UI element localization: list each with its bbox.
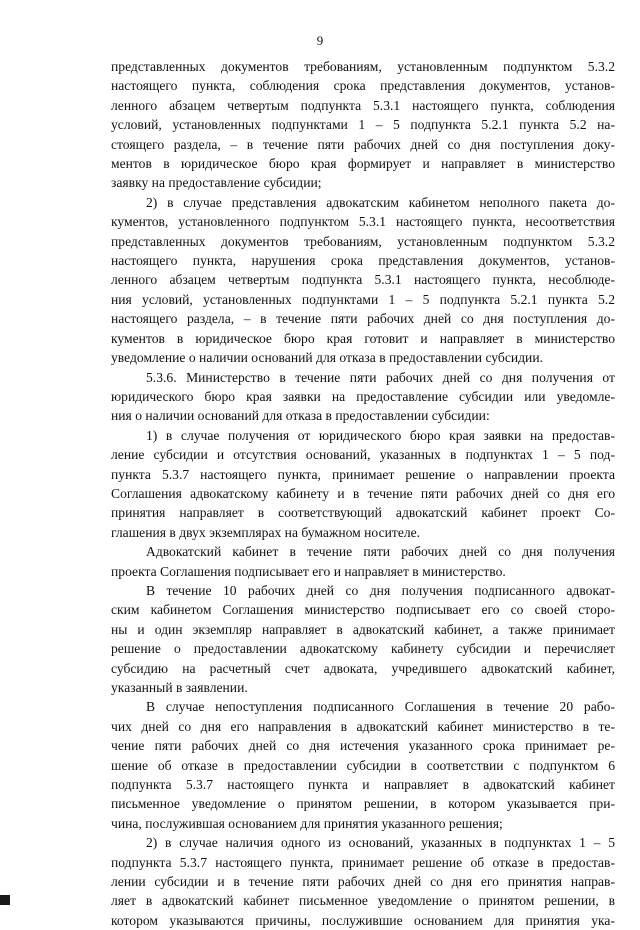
text-line: 2) в случае наличия одного из оснований, указанных в подпунктах 1 – 5 [146, 835, 615, 851]
text-line: кументов в юридическое бюро края готовит и направляет в министерство [111, 330, 615, 346]
text-line: условий, установленных подпунктами 1 – 5 подпункта 5.2.1 пункта 5.2 на- [111, 117, 615, 133]
text-line: ментов в юридическое бюро края формирует и направляет в министерство [111, 156, 615, 172]
text-line: представленных документов требованиям, установленным подпунктом 5.3.2 [111, 233, 615, 249]
text-line: подпункта 5.3.7 настоящего пункта, принимает решение об отказе в предостав- [111, 854, 615, 870]
text-line: шение об отказе в предоставлении субсидии в соответствии с подпунктом 6 [111, 757, 615, 773]
text-line: чение пяти рабочих дней со дня истечения указанного срока принимает ре- [111, 738, 615, 754]
text-line: подпункта 5.3.7 настоящего пункта и направляет в адвокатский кабинет [111, 777, 615, 793]
document-body [111, 57, 615, 930]
text-line: ленного абзацем четвертым подпункта 5.3.1 настоящего пункта, несоблюде- [111, 272, 615, 288]
text-line: Соглашения адвокатскому кабинету и в течение пяти рабочих дней со дня его [111, 485, 615, 501]
text-line: В течение 10 рабочих дней со дня получения подписанного адвокат- [146, 582, 615, 598]
text-line: ским кабинетом Соглашения министерство подписывает его со своей сторо- [111, 602, 615, 618]
text-line: ны и один экземпляр направляет в адвокатский кабинет, а также принимает [111, 621, 615, 637]
text-line: чина, послужившая основанием для принятия указанного решения; [111, 815, 503, 831]
text-line: уведомление о наличии оснований для отказа в предоставлении субсидии. [111, 350, 543, 366]
text-line: В случае непоступления подписанного Соглашения в течение 20 рабо- [146, 699, 615, 715]
text-line: ния о наличии оснований для отказа в предоставлении субсидии: [111, 408, 490, 424]
page-number: 9 [316, 33, 324, 48]
text-line: субсидию на расчетный счет адвоката, учредившего адвокатский кабинет, [111, 660, 615, 676]
text-line: указанный в заявлении. [111, 680, 248, 695]
text-line: глашения в двух экземплярах на бумажном носителе. [111, 524, 421, 540]
text-line: чих дней со дня его направления в адвокатский кабинет министерство в те- [111, 718, 615, 734]
text-line: заявку на предоставление субсидии; [111, 175, 322, 191]
text-line: проекта Соглашения подписывает его и направляет в министерство. [111, 563, 506, 579]
text-line: решение о предоставлении адвокатскому кабинету субсидии и перечисляет [111, 641, 615, 657]
text-line: ляет в адвокатский кабинет письменное уведомление о принятом решении, в [111, 893, 615, 909]
text-line: котором указываются причины, послужившие основанием для принятия ука- [111, 912, 615, 928]
text-line: 2) в случае представления адвокатским кабинетом неполного пакета до- [146, 194, 615, 210]
text-line: письменное уведомление о принятом решении, в котором указывается при- [111, 796, 615, 812]
text-line: пункта 5.3.7 настоящего пункта, принимает решение о направлении проекта [111, 466, 615, 482]
text-line: принятия направляет в соответствующий адвокатский кабинет проект Со- [111, 505, 615, 521]
text-line: юридического бюро края заявки на предоставление субсидии или уведомле- [111, 388, 615, 404]
text-line: ленного абзацем четвертым подпункта 5.3.1 настоящего пункта, соблюдения [111, 97, 615, 113]
text-line: ния условий, установленных подпунктами 1 – 5 подпункта 5.2.1 пункта 5.2 [111, 291, 615, 307]
text-line: 5.3.6. Министерство в течение пяти рабочих дней со дня получения от [146, 369, 615, 385]
text-line: настоящего раздела, – в течение пяти рабочих дней со дня поступления до- [111, 311, 615, 327]
text-line: представленных документов требованиям, установленным подпунктом 5.3.2 [111, 59, 615, 74]
text-line: настоящего пункта, соблюдения срока представления документов, установ- [111, 78, 615, 94]
text-line: Адвокатский кабинет в течение пяти рабочих дней со дня получения [146, 544, 615, 560]
text-line: настоящего пункта, нарушения срока представления документов, установ- [111, 253, 615, 269]
text-line: ление субсидии и отсутствия оснований, указанных в подпунктах 1 – 5 под- [111, 447, 615, 463]
text-line: кументов, установленного подпунктом 5.3.1 настоящего пункта, несоответствия [111, 214, 615, 230]
text-line: лении субсидии и в течение пяти рабочих дней со дня его принятия направ- [111, 874, 615, 890]
text-line: 1) в случае получения от юридического бюро края заявки на предостав- [146, 427, 615, 443]
text-line: стоящего раздела, – в течение пяти рабочих дней со дня поступления доку- [111, 136, 615, 152]
scan-edge-mark [0, 895, 10, 905]
